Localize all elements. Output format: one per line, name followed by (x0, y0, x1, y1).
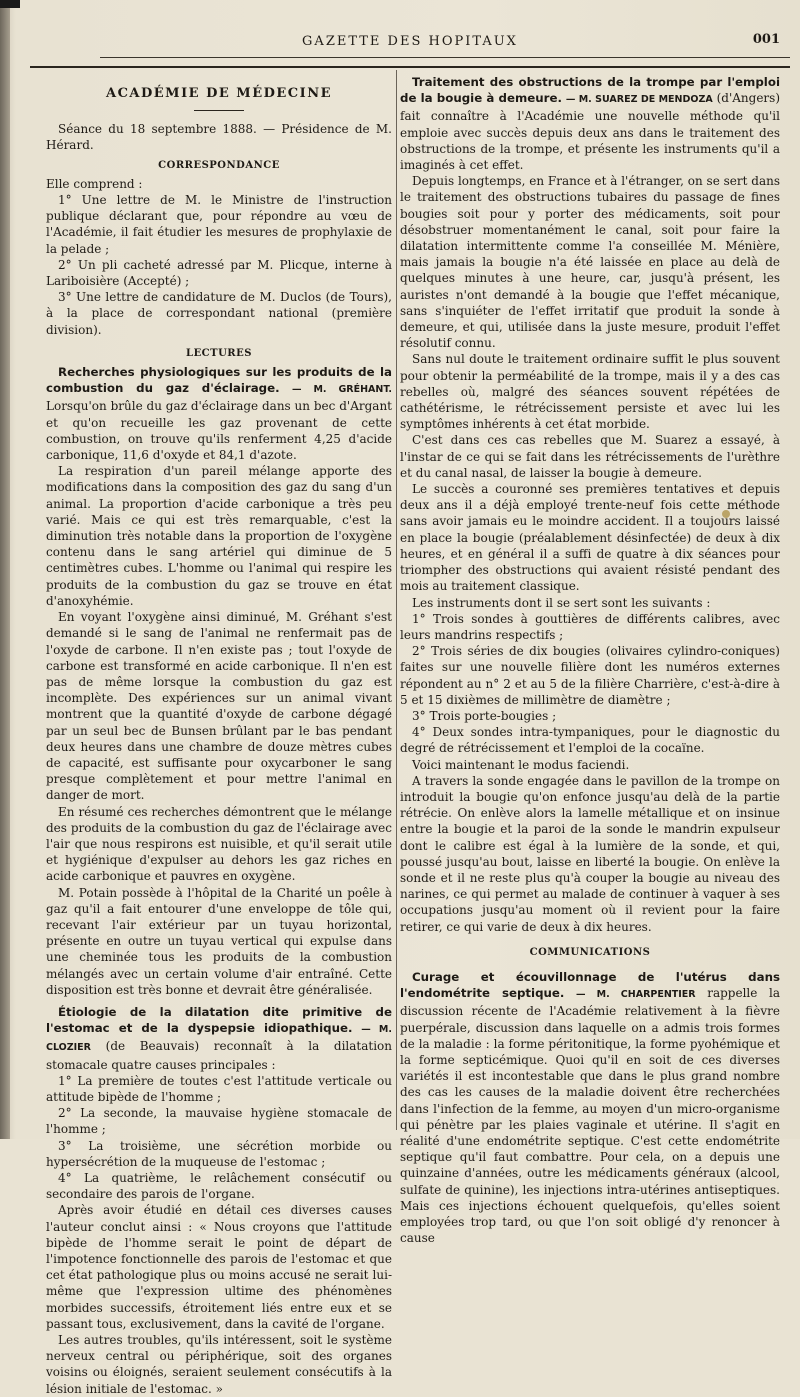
paragraph: fait connaître à l'Académie une nouvelle méthode qu'il emploie avec succès depuis deux ans dans le traitement des obstructions de la trompe, et présente les instruments qu'il a imaginés à cet effet. (400, 109, 780, 173)
correspondance-title: CORRESPONDANCE (158, 159, 280, 171)
binding-spine (0, 0, 10, 1139)
paragraph: La respiration d'un pareil mélange apporte des modifications dans la composition des gaz du sang d'un animal. La proportion d'acide carbonique a très peu varié. Mais ce qui est très remarquable, c'est la diminution très notable dans la proportion de l'oxygène contenu dans le sang artériel qui diminue de 5 centimètres cubes. L'homme ou l'animal qui respire les produits de la combustion du gaz se trouve en état d'anoxyhémie. (46, 464, 392, 608)
section-heading: ACADÉMIE DE MÉDECINE (105, 86, 332, 101)
communications-title: COMMUNICATIONS (529, 946, 651, 958)
paragraph: A travers la sonde engagée dans le pavillon de la trompe on introduit la bougie qu'on enfonce jusqu'au delà de la partie rétrécie. On enlève alors la lamelle métallique et on insinue entre la bougie et la paroi de la sonde le mandrin expulseur dont le calibre est égal à la lumière de la sonde, et qui, poussé jusqu'au bout, laisse en liberté la bougie. On enlève la sonde et il ne reste plus qu'à couper la bougie au niveau des narines, ce qui permet au malade de continuer à vaquer à ses occupations jusqu'au moment où il revient pour la faire retirer, ce qui varie de deux à dix heures. (400, 773, 780, 934)
article-title: Étiologie de la dilatation dite primitive de l'estomac et de la dyspepsie idiopathique. (46, 1004, 392, 1036)
paragraph: Les instruments dont il se sert sont les suivants : (412, 595, 711, 610)
author-suffix: (de Beauvais) (105, 1039, 200, 1054)
paragraph: reconnaît à la dilatation stomacale quatre causes principales : (46, 1039, 392, 1072)
paragraph: rappelle la discussion récente de l'Académie relativement à la fièvre puerpérale, discussion dans laquelle on a admis trois formes de la maladie : la forme péritonitique, la forme pyohémique et la forme septicémique. Quoi qu'il en soit de ces diverses variétés il est incontestable que dans le plus grand nombre des cas les causes de la maladie doivent être recherchées dans l'infection de la femme, au moyen d'un micro-organisme qui pénètre par les plaies vaginale et utérine. Il s'agit en réalité d'une endométrite septique. C'est cette endométrite septique qu'il faut combattre. Pour cela, on a depuis une quinzaine d'années, outre les médicaments généraux (alcool, sulfate de quinine), les injections intra-utérines antiseptiques. Mais ces injections échouent quelquefois, qu'elles soient employées trop tard, ou que l'on soit obligé d'y renoncer à cause (400, 986, 780, 1246)
lectures-title: LECTURES (186, 347, 252, 359)
paragraph: En voyant l'oxygène ainsi diminué, M. Gréhant s'est demandé si le sang de l'animal ne renfermait pas de l'oxyde de carbone. Il n'en existe pas ; tout l'oxyde de carbone est transformé en acide carbonique. Il n'en est pas de même lorsque la combustion du gaz est incomplète. Des expériences sur un animal vivant montrent que la quantité d'oxyde de carbone dégagé par un seul bec de Bunsen brûlant par le bas pendant deux heures dans une chambre de douze mètres cubes de capacité, est suffisante pour oxycarboner le sang presque complètement et pour mettre l'animal en danger de mort. (46, 610, 392, 803)
article-title: Recherches physiologiques sur les produits de la combustion du gaz d'éclairage. (46, 365, 392, 396)
paragraph: Sans nul doute le traitement ordinaire suffit le plus souvent pour obtenir la perméabilité de la trompe, mais il y a des cas rebelles où, malgré des séances souvent répétées de cathétérisme, le rétrécissement persiste et avec lui les symptômes inhérents à cet état morbide. (400, 352, 780, 432)
article-author: — M. CLOZIER (46, 1024, 392, 1054)
article-title: Curage et écouvillonnage de l'utérus dans l'endométrite septique. (400, 969, 780, 1001)
paragraph: 2° Trois séries de dix bougies (olivaires cylindro-coniques) faites sur une nouvelle filière dont les numéros externes répondent au n° 2 et au 5 de la filière Charrière, c'est-à-dire à 5 et 15 dixièmes de millimètre de diamètre ; (400, 644, 780, 707)
right-column (400, 74, 780, 1246)
paragraph: 3° Une lettre de candidature de M. Duclos (de Tours), à la place de correspondant national (première division). (46, 290, 392, 337)
article-lead (46, 1004, 392, 1073)
article-lead (400, 74, 780, 173)
page-header (40, 28, 780, 56)
paragraph: En résumé ces recherches démontrent que le mélange des produits de la combustion du gaz de l'éclairage avec l'air que nous respirons est nuisible, et qu'il serait utile et hygiénique d'expulser au dehors les gaz riches en acide carbonique et pauvres en oxygène. (46, 804, 392, 884)
seance-line: Séance du 18 septembre 1888. — Présidence de M. Hérard. (46, 122, 392, 153)
paragraph: Voici maintenant le modus faciendi. (412, 757, 630, 772)
paragraph: Elle comprend : (46, 176, 143, 191)
article-lead (46, 364, 392, 463)
paragraph: 1° Trois sondes à gouttières de différents calibres, avec leurs mandrins respectifs ; (400, 611, 780, 642)
article-title: Traitement des obstructions de la trompe par l'emploi de la bougie à demeure. (400, 75, 780, 106)
paragraph: 3° La troisième, une sécrétion morbide ou hypersécrétion de la muqueuse de l'estomac ; (46, 1138, 392, 1169)
author-suffix: (d'Angers) (716, 91, 780, 106)
article-author: — M. GRÉHANT. (292, 384, 392, 396)
column-divider (396, 70, 397, 1130)
paragraph: Depuis longtemps, en France et à l'étranger, on se sert dans le traitement des obstructions tubaires du passage de fines bougies soit pour y porter des médicaments, soit pour désobstruer momentanément le canal, soit pour faire la dilatation intermittente comme l'a conseillée M. Ménière, mais jamais la bougie n'a été laissée en place au delà de quelques minutes à une heure, car, jusqu'à présent, les auristes n'ont demandé à la bougie que l'effet mécanique, sans s'inquiéter de l'effet irritatif que produit la sonde à demeure, et qui, utilisée dans la juste mesure, produit l'effet résolutif connu. (400, 174, 780, 351)
paragraph: 1° La première de toutes c'est l'attitude verticale ou attitude bipède de l'homme ; (46, 1073, 392, 1104)
binding-mark (0, 0, 20, 8)
paragraph: M. Potain possède à l'hôpital de la Charité un poêle à gaz qu'il a fait entourer d'une enveloppe de tôle qui, recevant l'air extérieur par un tuyau horizontal, présente en outre un tuyau vertical qui expulse dans une cheminée tous les produits de la combustion mélangés avec un certain volume d'air entraîné. Cette disposition est très bonne et devrait être généralisée. (46, 885, 392, 997)
paragraph: Le succès a couronné ses premières tentatives et depuis deux ans il a déjà employé trente-neuf fois cette méthode sans avoir jamais eu le moindre accident. Il a toujours laissé en place la bougie (préalablement désinfectée) de deux à dix heures, et en général il a suffi de quatre à dix séances pour triompher des obstructions qui avaient résisté pendant des mois au traitement classique. (400, 482, 780, 594)
article-author: — M. SUAREZ DE MENDOZA (565, 94, 713, 106)
left-column (46, 74, 392, 1397)
paragraph: 2° Un pli cacheté adressé par M. Plicque, interne à Lariboisière (Accepté) ; (46, 257, 392, 289)
paragraph: Lorsqu'on brûle du gaz d'éclairage dans un bec d'Argant et qu'on recueille les gaz provenant de cette combustion, on trouve qu'ils renferment 4,25 d'acide carbonique, 11,6 d'oxyde et 84,1 d'azote. (46, 399, 392, 463)
heading-rule (194, 110, 244, 111)
page-number: 001 (752, 32, 780, 47)
journal-title: GAZETTE DES HOPITAUX (302, 34, 518, 49)
paragraph: C'est dans ces cas rebelles que M. Suarez a essayé, à l'instar de ce qui se fait dans les rétrécissements de l'urèthre et du canal nasal, de laisser la bougie à demeure. (400, 433, 780, 480)
paragraph: 1° Une lettre de M. le Ministre de l'instruction publique déclarant que, pour répondre au vœu de l'Académie, il fait étudier les mesures de prophylaxie de la pelade ; (46, 193, 392, 256)
paragraph: 3° Trois porte-bougies ; (412, 708, 557, 723)
header-rule-thick (30, 66, 790, 68)
paragraph: Les autres troubles, qu'ils intéressent, soit le système nerveux central ou périphérique, soit des organes voisins ou éloignés, seraient seulement consécutifs à la lésion initiale de l'estomac. » (46, 1333, 392, 1396)
header-rule-thin (100, 57, 790, 58)
paragraph: 4° La quatrième, le relâchement consécutif ou secondaire des parois de l'organe. (46, 1171, 392, 1202)
paragraph: 4° Deux sondes intra-tympaniques, pour le diagnostic du degré de rétrécissement et l'emploi de la cocaïne. (400, 725, 780, 756)
article-lead (400, 969, 780, 1246)
article-author: — M. CHARPENTIER (576, 989, 696, 1001)
paragraph: 2° La seconde, la mauvaise hygiène stomacale de l'homme ; (46, 1106, 392, 1137)
paragraph: Après avoir étudié en détail ces diverses causes l'auteur conclut ainsi : « Nous croyons que l'attitude bipède de l'homme serait le point de départ de l'impotence fonctionnelle des parois de l'estomac et que cet état pathologique plus ou moins accusé ne serait lui-même que l'expression ultime des phénomènes morbides successifs, étroitement liés entre eux et se passant tous, exclusivement, dans la cavité de l'organe. (46, 1203, 392, 1331)
